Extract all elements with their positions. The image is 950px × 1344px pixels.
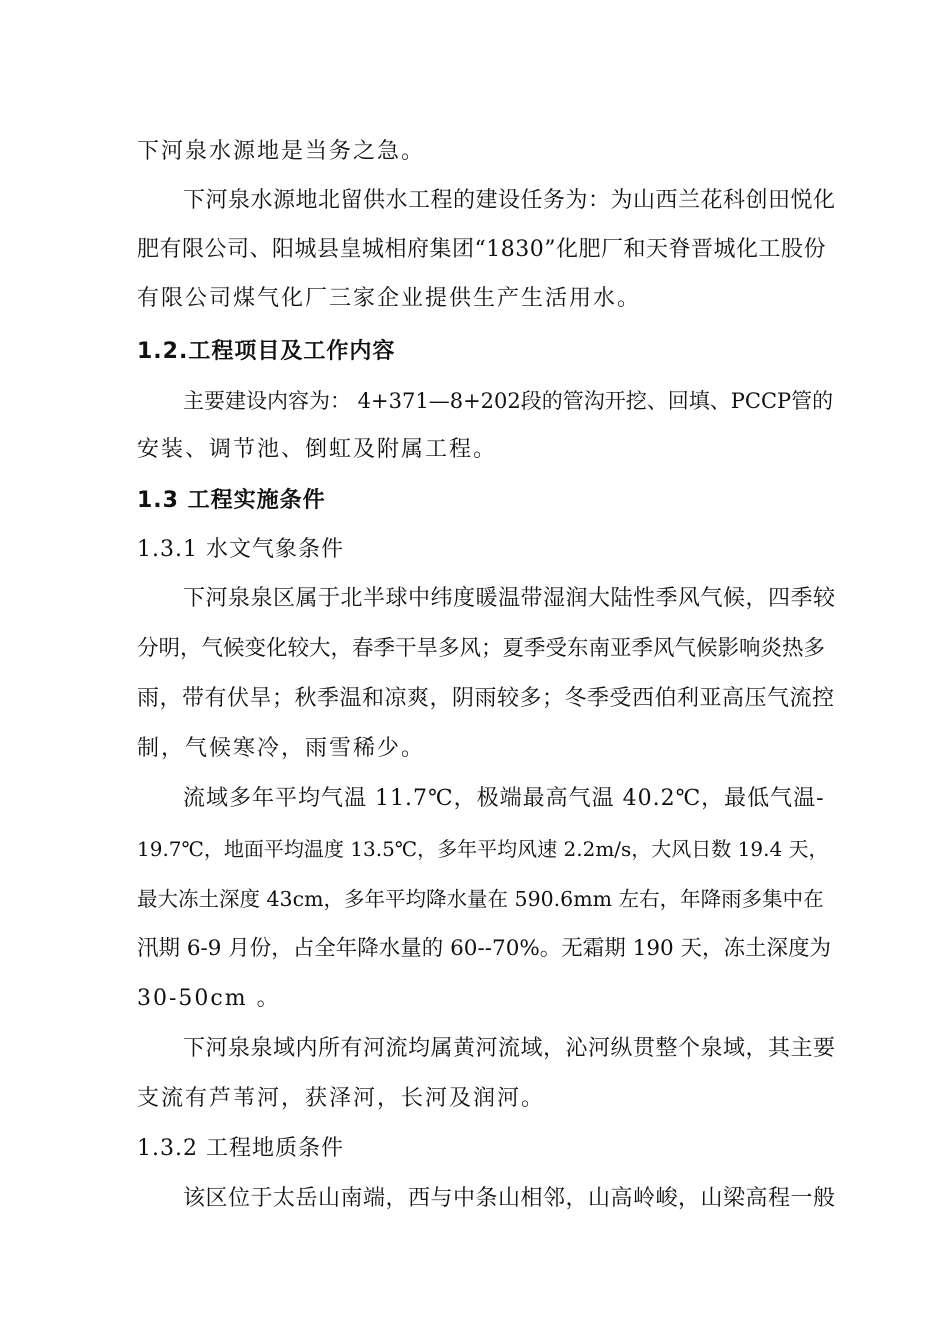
paragraph-line: 制，气候寒冷，雨雪稀少。: [137, 736, 426, 761]
paragraph-line: 下河泉水源地是当务之急。: [137, 139, 426, 164]
paragraph-line: 19.7℃，地面平均温度 13.5℃，多年平均风速 2.2m/s，大风日数 19.4 天，: [137, 837, 829, 861]
paragraph-line: 该区位于太岳山南端，西与中条山相邻，山高岭峻，山梁高程一般: [183, 1186, 836, 1211]
paragraph-line: 分明，气候变化较大，春季干旱多风；夏季受东南亚季风气候影响炎热多: [137, 636, 826, 661]
paragraph-line: 雨，带有伏旱；秋季温和凉爽，阴雨较多；冬季受西伯利亚高压气流控: [137, 686, 835, 711]
paragraph-line: 主要建设内容为： 4+371—8+202段的管沟开挖、回填、PCCP管的: [183, 389, 834, 413]
section-heading: 1.2.工程项目及工作内容: [137, 339, 396, 364]
paragraph-line: 下河泉泉区属于北半球中纬度暖温带湿润大陆性季风气候，四季较: [183, 586, 836, 611]
paragraph-line: 肥有限公司、阳城县皇城相府集团“1830”化肥厂和天脊晋城化工股份: [137, 237, 826, 262]
subsection-heading: 1.3.1 水文气象条件: [137, 537, 344, 562]
paragraph-line: 30-50cm 。: [137, 986, 281, 1011]
paragraph-line: 最大冻土深度 43cm，多年平均降水量在 590.6mm 左右，年降雨多集中在: [137, 887, 824, 911]
section-heading: 1.3 工程实施条件: [137, 488, 326, 513]
paragraph-line: 支流有芦苇河，获泽河，长河及润河。: [137, 1086, 546, 1111]
paragraph-line: 安装、调节池、倒虹及附属工程。: [137, 437, 498, 462]
paragraph-line: 有限公司煤气化厂三家企业提供生产生活用水。: [137, 286, 642, 311]
paragraph-line: 下河泉泉域内所有河流均属黄河流域，沁河纵贯整个泉域，其主要: [183, 1036, 836, 1061]
paragraph-line: 下河泉水源地北留供水工程的建设任务为：为山西兰花科创田悦化: [183, 188, 836, 213]
paragraph-line: 流域多年平均气温 11.7℃，极端最高气温 40.2℃，最低气温-: [183, 786, 825, 811]
paragraph-line: 汛期 6-9 月份，占全年降水量的 60--70%。无霜期 190 天，冻土深度为: [137, 936, 832, 961]
subsection-heading: 1.3.2 工程地质条件: [137, 1136, 344, 1161]
